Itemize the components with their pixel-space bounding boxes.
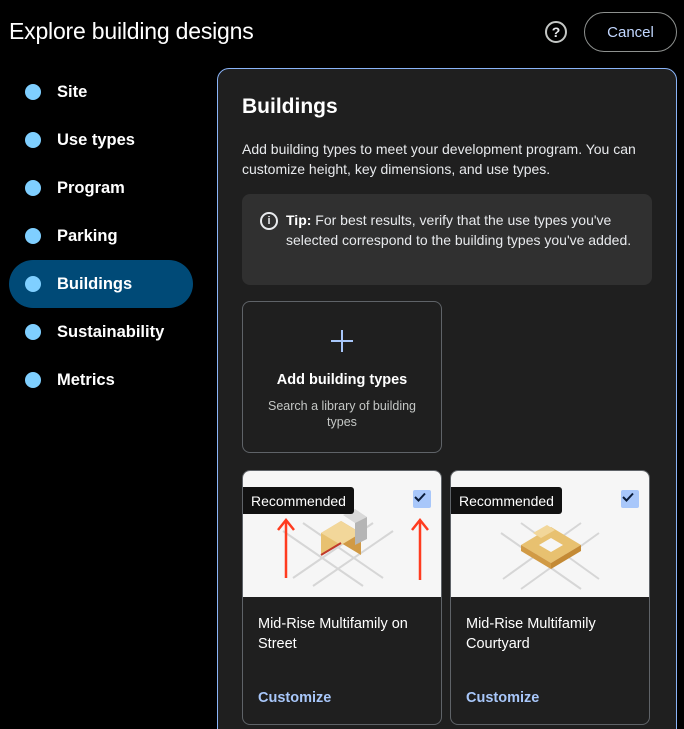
tip-body: For best results, verify that the use types you've selected correspond to the building types you've added. [286,212,632,248]
panel-title: Buildings [242,95,338,118]
check-icon [413,490,427,504]
sidebar-item-label: Program [57,178,125,197]
sidebar [9,68,193,404]
courtyard-massing-icon [521,525,581,569]
customize-link[interactable]: Customize [466,690,540,706]
sidebar-item-label: Sustainability [57,322,165,341]
add-card-subtitle: Search a library of building types [268,399,416,429]
buildings-panel [217,68,677,729]
step-dot-icon [25,324,41,340]
building-massing-icon [321,509,367,555]
recommended-badge: Recommended [243,487,354,514]
building-card-courtyard[interactable] [450,470,650,725]
step-dot-icon [25,228,41,244]
page-title: Explore building designs [9,18,254,44]
add-building-types-card[interactable] [242,301,442,453]
tip-label: Tip: [286,212,312,228]
sidebar-item-sustainability[interactable] [9,308,193,356]
panel-description: Add building types to meet your development program. You can customize height, key dimensions, and use types. [242,141,636,177]
sidebar-item-use-types[interactable] [9,116,193,164]
sidebar-item-buildings[interactable] [9,260,193,308]
building-thumbnail [451,471,649,597]
help-icon[interactable]: ? [545,21,567,43]
select-checkbox[interactable] [621,490,639,508]
building-card-street[interactable] [242,470,442,725]
card-name: Mid-Rise Multifamily Courtyard [466,616,596,652]
annotation-arrow-icon [276,516,296,580]
tip-box [242,194,652,285]
sidebar-item-label: Parking [57,226,118,245]
plus-icon [331,330,353,352]
sidebar-item-site[interactable] [9,68,193,116]
recommended-badge: Recommended [451,487,562,514]
annotation-arrow-icon [410,516,430,582]
check-icon [621,490,635,504]
sidebar-item-label: Buildings [57,274,133,293]
info-icon: i [260,212,278,230]
select-checkbox[interactable] [413,490,431,508]
step-dot-icon [25,276,41,292]
step-dot-icon [25,84,41,100]
card-name: Mid-Rise Multifamily on Street [258,616,408,652]
step-dot-icon [25,132,41,148]
tip-text [286,210,636,250]
sidebar-item-label: Site [57,82,88,101]
sidebar-item-label: Metrics [57,370,115,389]
sidebar-item-label: Use types [57,130,135,149]
step-dot-icon [25,180,41,196]
sidebar-item-metrics[interactable] [9,356,193,404]
step-dot-icon [25,372,41,388]
sidebar-item-program[interactable] [9,164,193,212]
add-card-title: Add building types [276,372,408,388]
customize-link[interactable]: Customize [258,690,332,706]
sidebar-item-parking[interactable] [9,212,193,260]
cancel-button[interactable]: Cancel [584,12,677,52]
